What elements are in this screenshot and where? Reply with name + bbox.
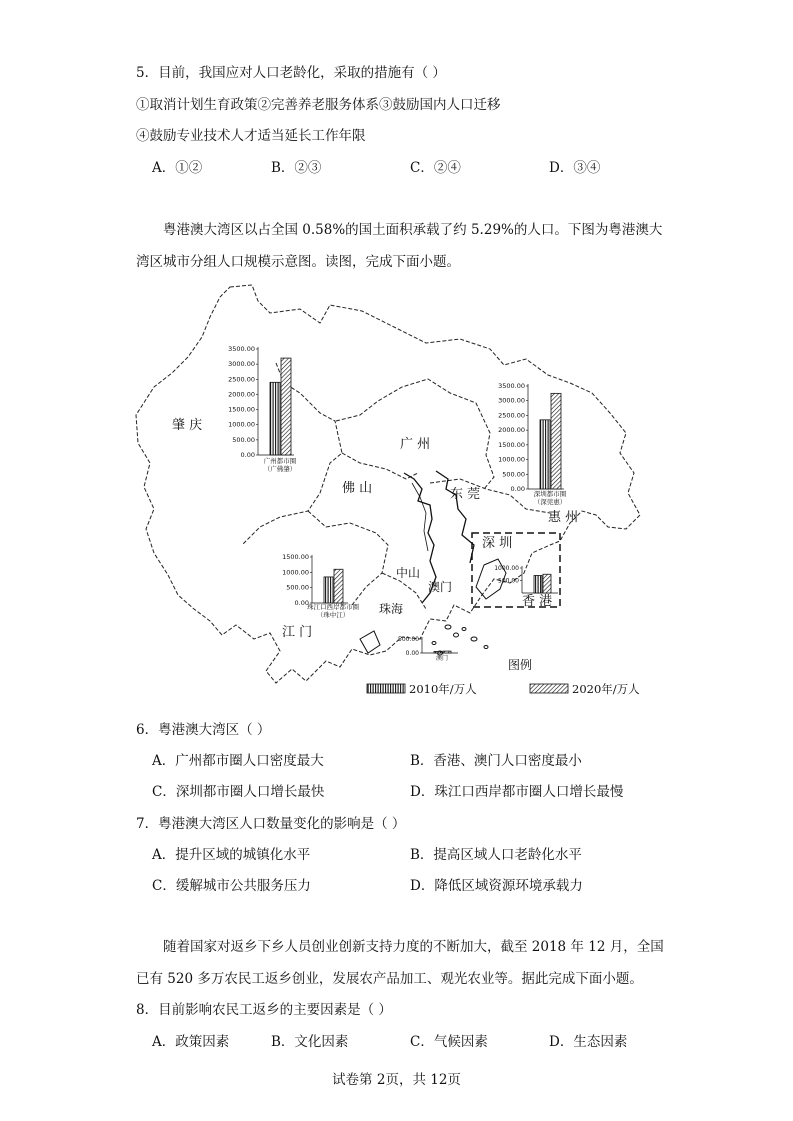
chart-zhujiang-xlabel: 珠江口西岸都市圈 bbox=[307, 603, 359, 611]
label-foshan: 佛 山 bbox=[342, 481, 373, 496]
chart-zhujiang-tick-label: 1000.00 bbox=[282, 568, 309, 577]
chart-guangzhou-tick-label: 2500.00 bbox=[228, 375, 255, 384]
q7-option-c: C．缓解城市公共服务压力 bbox=[152, 878, 311, 894]
chart-zhujiang-xlabel-2: （珠中江） bbox=[316, 611, 350, 619]
chart-zhujiang-tick-label: 500.00 bbox=[286, 583, 309, 592]
chart-shenzhen bbox=[498, 382, 567, 506]
legend-2020-label: 2020年/万人 bbox=[572, 682, 640, 696]
chart-guangzhou-tick-label: 3000.00 bbox=[228, 360, 255, 369]
chart-hongkong-tick-label: 500.00 bbox=[498, 577, 519, 585]
q6-stem: 6．粤港澳大湾区（ ） bbox=[136, 722, 271, 738]
q8-option-c: C．气候因素 bbox=[410, 1034, 488, 1050]
chart-guangzhou-tick-label: 1000.00 bbox=[228, 420, 255, 429]
chart-hongkong-bar-2020 bbox=[543, 574, 551, 593]
chart-shenzhen-tick-label: 2500.00 bbox=[498, 411, 525, 420]
q5-option-c: C．②④ bbox=[410, 160, 461, 176]
map-svg bbox=[130, 283, 650, 701]
chart-guangzhou-tick-label: 2000.00 bbox=[228, 390, 255, 399]
chart-zhujiang-bar-2010 bbox=[324, 577, 333, 603]
chart-zhujiang-tick-label: 1500.00 bbox=[282, 553, 309, 561]
chart-zhujiang-bar-2020 bbox=[334, 569, 343, 603]
q5-items-line2: ④鼓励专业技术人才适当延长工作年限 bbox=[136, 128, 366, 144]
q8-option-a: A．政策因素 bbox=[152, 1034, 230, 1050]
boundary-zhaoqing bbox=[242, 363, 342, 545]
chart-guangzhou-xlabel-2: （广佛肇） bbox=[263, 465, 297, 473]
chart-shenzhen-tick-label: 2000.00 bbox=[498, 426, 525, 435]
q7-option-d: D．降低区域资源环境承载力 bbox=[410, 878, 583, 894]
label-dongguan: 东 莞 bbox=[450, 487, 481, 502]
map-legend bbox=[367, 684, 568, 693]
label-shenzhen: 深 圳 bbox=[482, 536, 513, 551]
chart-guangzhou bbox=[228, 345, 297, 473]
label-macao: 澳门 bbox=[428, 580, 453, 594]
region-outline bbox=[136, 285, 640, 683]
population-map-figure bbox=[130, 283, 650, 701]
chart-macao bbox=[398, 636, 458, 662]
q5-option-d: D．③④ bbox=[549, 160, 601, 176]
label-hongkong: 香 港 bbox=[522, 594, 553, 609]
chart-zhujiang bbox=[282, 553, 359, 619]
label-zhongshan: 中山 bbox=[396, 566, 421, 580]
chart-shenzhen-tick-label: 3500.00 bbox=[498, 382, 525, 390]
chart-shenzhen-bar-2010 bbox=[540, 420, 550, 489]
legend-2010-label: 2010年/万人 bbox=[409, 682, 477, 696]
label-zhaoqing: 肇 庆 bbox=[172, 418, 203, 433]
chart-hongkong bbox=[494, 565, 558, 593]
chart-macao-tick-label: 500.00 bbox=[398, 636, 419, 643]
chart-guangzhou-bar-2020 bbox=[281, 358, 291, 455]
chart-guangzhou-tick-label: 1500.00 bbox=[228, 405, 255, 414]
chart-shenzhen-xlabel-2: （深莞惠） bbox=[533, 498, 567, 506]
chart-macao-bar-2010 bbox=[434, 651, 442, 653]
chart-hongkong-tick-label: 1000.00 bbox=[494, 565, 519, 572]
q8-option-d: D．生态因素 bbox=[549, 1034, 628, 1050]
q5-items-line1: ①取消计划生育政策②完善养老服务体系③鼓励国内人口迁移 bbox=[136, 97, 501, 113]
chart-guangzhou-tick-label: 3500.00 bbox=[228, 345, 255, 353]
q6-option-d: D．珠江口西岸都市圈人口增长最慢 bbox=[410, 784, 624, 800]
q7-option-b: B．提高区域人口老龄化水平 bbox=[410, 847, 582, 863]
q7-stem: 7．粤港澳大湾区人口数量变化的影响是（ ） bbox=[136, 816, 406, 832]
boundary-guangzhou bbox=[336, 379, 494, 489]
legend-title: 图例 bbox=[508, 658, 533, 672]
q6-option-b: B．香港、澳门人口密度最小 bbox=[410, 753, 582, 769]
chart-guangzhou-tick-label: 500.00 bbox=[232, 435, 255, 444]
chart-guangzhou-xlabel: 广州都市圈 bbox=[263, 457, 297, 465]
label-huizhou: 惠 州 bbox=[548, 510, 579, 525]
chart-shenzhen-tick-label: 1000.00 bbox=[498, 455, 525, 464]
chart-guangzhou-bar-2010 bbox=[270, 382, 280, 455]
label-guangzhou: 广 州 bbox=[400, 437, 431, 452]
passage1-line1: 粤港澳大湾区以占全国 0.58%的国土面积承载了约 5.29%的人口。下图为粤港澳大 bbox=[163, 222, 663, 238]
chart-macao-xlabel: 澳门 bbox=[435, 655, 449, 662]
boundary-zhuhai bbox=[382, 573, 426, 609]
chart-macao-tick-label: 0.00 bbox=[405, 650, 419, 657]
boundary-dongguan bbox=[430, 479, 550, 513]
q6-option-c: C．深圳都市圈人口增长最快 bbox=[152, 784, 325, 800]
chart-shenzhen-tick-label: 0.00 bbox=[510, 485, 525, 493]
passage1-line2: 湾区城市分组人口规模示意图。读图，完成下面小题。 bbox=[136, 254, 460, 270]
chart-shenzhen-tick-label: 3000.00 bbox=[498, 396, 525, 405]
passage2-line2: 已有 520 多万农民工返乡创业，发展农产品加工、观光农业等。据此完成下面小题。 bbox=[136, 971, 643, 987]
label-jiangmen: 江 门 bbox=[282, 625, 313, 640]
chart-shenzhen-xlabel: 深圳都市圈 bbox=[533, 490, 567, 498]
q7-option-a: A．提升区域的城镇化水平 bbox=[152, 847, 311, 863]
chart-zhujiang-tick-label: 0.00 bbox=[294, 599, 309, 607]
estuary-coast bbox=[404, 471, 474, 603]
q8-option-b: B．文化因素 bbox=[271, 1034, 349, 1050]
q8-stem: 8．目前影响农民工返乡的主要因素是（ ） bbox=[136, 1002, 392, 1018]
legend-2010-swatch bbox=[367, 684, 405, 693]
label-zhuhai: 珠海 bbox=[379, 602, 404, 616]
page-footer: 试卷第 2页，共 12页 bbox=[332, 1072, 461, 1088]
chart-macao-bar-2020 bbox=[443, 651, 451, 653]
boundary-jiangmen bbox=[308, 511, 388, 605]
q5-option-a: A．①② bbox=[152, 160, 203, 176]
chart-shenzhen-tick-label: 1500.00 bbox=[498, 440, 525, 449]
q6-option-a: A．广州都市圈人口密度最大 bbox=[152, 753, 324, 769]
chart-shenzhen-bar-2020 bbox=[551, 393, 561, 489]
chart-hongkong-bar-2010 bbox=[534, 576, 542, 594]
legend-2020-swatch bbox=[530, 684, 568, 693]
chart-shenzhen-tick-label: 500.00 bbox=[502, 470, 525, 479]
chart-guangzhou-tick-label: 0.00 bbox=[240, 451, 255, 459]
q5-stem: 5．目前，我国应对人口老龄化，采取的措施有（ ） bbox=[136, 65, 446, 81]
q5-option-b: B．②③ bbox=[271, 160, 322, 176]
passage2-line1: 随着国家对返乡下乡人员创业创新支持力度的不断加大，截至 2018 年 12 月，全国 bbox=[163, 939, 664, 955]
